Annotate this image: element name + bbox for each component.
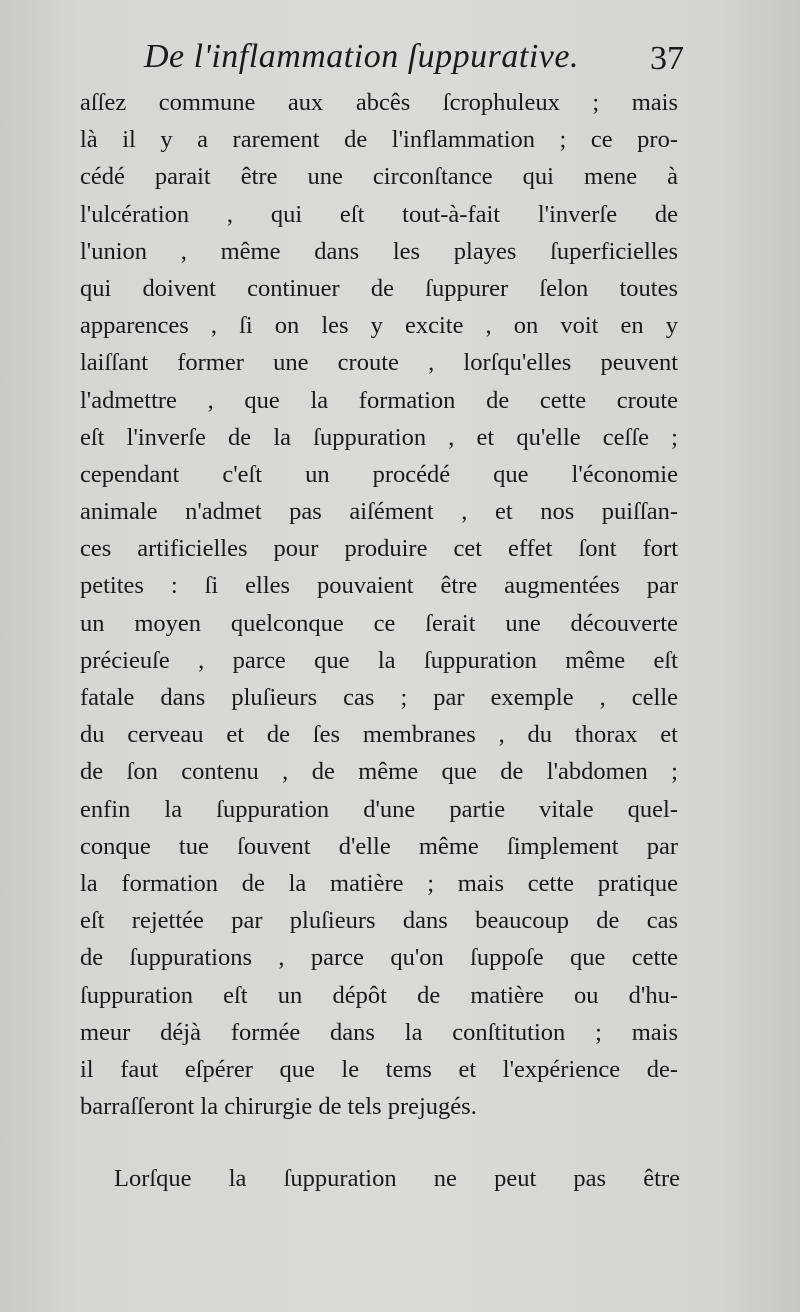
text-line-23: eſt rejettée par pluſieurs dans beaucoup de cas [80, 907, 678, 935]
text-line-11: cependant c'eſt un procédé que l'économie [80, 460, 678, 488]
text-line-5: l'union , même dans les playes ſuperficielles [80, 237, 678, 265]
text-line-12: animale n'admet pas aiſément , et nos puiſſan- [80, 498, 678, 526]
text-line-22: la formation de la matière ; mais cette pratique [80, 869, 678, 897]
text-line-17: fatale dans pluſieurs cas ; par exemple , celle [80, 684, 678, 711]
text-line-6: qui doivent continuer de ſuppurer ſelon toutes [80, 274, 678, 302]
paragraph-2-first-line: Lorſque la ſuppuration ne peut pas être [114, 1165, 680, 1192]
text-line-19: de ſon contenu , de même que de l'abdomen ; [80, 758, 678, 786]
text-line-14: petites : ſi elles pouvaient être augmentées par [80, 572, 678, 600]
text-line-20: enfin la ſuppuration d'une partie vitale quel- [80, 795, 678, 823]
text-line-10: eſt l'inverſe de la ſuppuration , et qu'elle ceſſe ; [80, 423, 678, 451]
text-line-15: un moyen quelconque ce ſerait une découverte [80, 609, 678, 637]
text-line-26: meur déjà formée dans la conſtitution ; mais [80, 1018, 678, 1046]
page-number: 37 [650, 40, 684, 77]
text-line-1: aſſez commune aux abcês ſcrophuleux ; mais [80, 89, 678, 116]
text-line-18: du cerveau et de ſes membranes , du thorax et [80, 721, 678, 749]
text-line-24: de ſuppurations , parce qu'on ſuppoſe que cette [80, 944, 678, 972]
text-line-25: ſuppuration eſt un dépôt de matière ou d'hu- [80, 981, 678, 1009]
text-line-21: conque tue ſouvent d'elle même ſimplement par [80, 832, 678, 860]
text-line-9: l'admettre , que la formation de cette croute [80, 386, 678, 414]
text-line-28: barraſſeront la chirurgie de tels prejugés. [80, 1093, 477, 1121]
text-line-13: ces artificielles pour produire cet effet ſont fort [80, 535, 678, 563]
page-header [144, 38, 684, 88]
running-title: De l'inflammation ſuppurative. [144, 38, 579, 75]
text-line-2: là il y a rarement de l'inflammation ; ce pro- [80, 126, 678, 154]
paragraph-1 [80, 84, 678, 1125]
text-line-8: laiſſant former une croute , lorſqu'elles peuvent [80, 349, 678, 377]
text-line-7: apparences , ſi on les y excite , on voit en y [80, 312, 678, 340]
paragraph-2 [114, 1160, 680, 1197]
text-line-4: l'ulcération , qui eſt tout-à-fait l'inverſe de [80, 200, 678, 228]
text-line-16: précieuſe , parce que la ſuppuration même eſt [80, 646, 678, 674]
text-line-27: il faut eſpérer que le tems et l'expérience de- [80, 1055, 678, 1083]
text-line-3: cédé parait être une circonſtance qui mene à [80, 163, 678, 191]
